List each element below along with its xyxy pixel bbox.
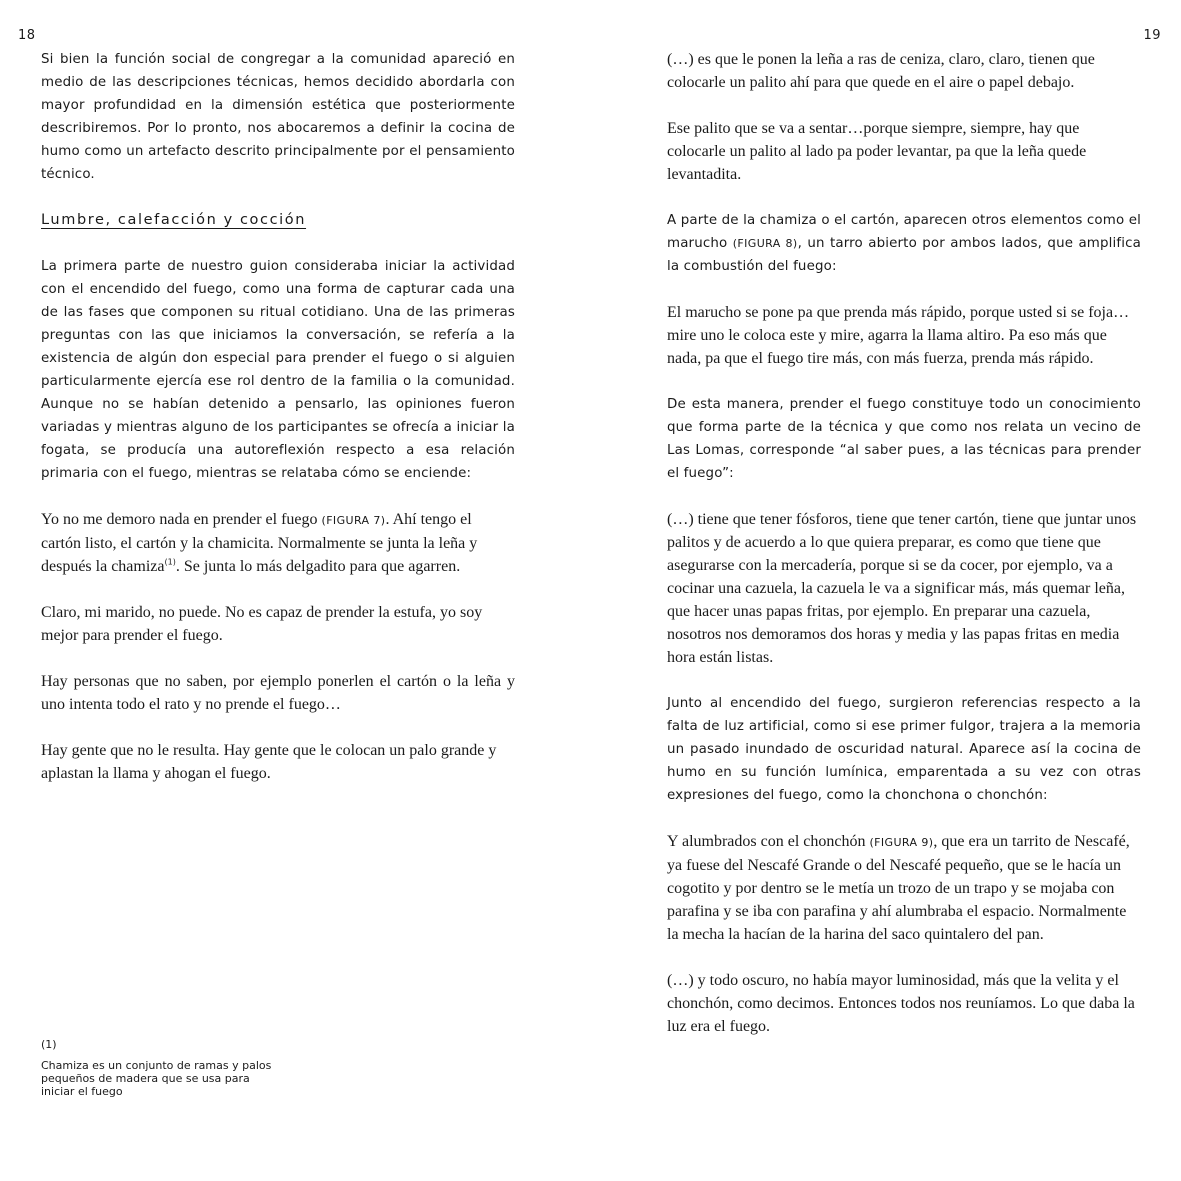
interview-quote: Claro, mi marido, no puede. No es capaz de prender la estufa, yo soy mejor para prender el fuego.	[41, 604, 483, 644]
footnote-reference: (1)	[164, 557, 176, 567]
figure-reference: (FIGURA 9)	[869, 836, 934, 849]
footnote-marker: (1)	[41, 1038, 57, 1051]
interview-quote: Hay gente que no le resulta. Hay gente que le colocan un palo grande y aplastan la llama y ahogan el fuego.	[41, 742, 497, 782]
quote-text: . Ahí tengo el cartón listo, el cartón y la chamicita. Normalmente se junta la leña y después la chamiza	[41, 511, 478, 575]
body-paragraph: De esta manera, prender el fuego constituye todo un conocimiento que forma parte de la técnica y que como nos relata un vecino de Las Lomas, corresponde “al saber pues, a las técnicas para prender el fuego”:	[667, 397, 1141, 481]
interview-quote: (…) y todo oscuro, no había mayor luminosidad, más que la velita y el chonchón, como decimos. Entonces todos nos reuníamos. Lo que daba la luz era el fuego.	[667, 972, 1135, 1035]
interview-quote: (…) es que le ponen la leña a ras de ceniza, claro, claro, tienen que colocarle un palito ahí para que quede en el aire o papel debajo.	[667, 51, 1095, 91]
interview-quote: (…) tiene que tener fósforos, tiene que tener cartón, tiene que juntar unos palitos y de acuerdo a lo que quiera preparar, es como que tiene que asegurarse con la mercadería, porque si se da cocer, por ejemplo, va a cocinar una cazuela, la cazuela le va a significar más, más quemar leña, que hacer unas papas fritas, por ejemplo. En preparar una cazuela, nosotros nos demoramos dos horas y media y las papas fritas en media hora están listas.	[667, 511, 1137, 666]
page-number-right: 19	[1143, 28, 1161, 43]
interview-quote: Ese palito que se va a sentar…porque siempre, siempre, hay que colocarle un palito al lado pa poder levantar, pa que la leña quede levantadita.	[667, 120, 1087, 183]
body-paragraph: La primera parte de nuestro guion consideraba iniciar la actividad con el encendido del fuego, como una forma de capturar cada una de las fases que componen su ritual cotidiano. Una de las primeras preguntas con las que iniciamos la conversación, se refería a la existencia de algún don especial para prender el fuego o si alguien particularmente ejercía ese rol dentro de la familia o la comunidad. Aunque no se habían detenido a pensarlo, las opiniones fueron variadas y mientras alguno de los participantes se ofrecía a iniciar la fogata, se producía una autoreflexión respecto a esa relación primaria con el fuego, mientras se relataba cómo se enciende:	[41, 259, 515, 481]
quote-text: Yo no me demoro nada en prender el fuego	[41, 511, 322, 528]
body-text: , un tarro abierto por ambos lados, que amplifica la combustión del fuego:	[667, 236, 1141, 274]
section-heading: Lumbre, calefacción y cocción	[41, 212, 307, 228]
interview-quote	[667, 830, 1141, 946]
right-page-column	[667, 48, 1141, 1061]
figure-reference: (FIGURA 7)	[321, 514, 386, 527]
quote-text: , que era un tarrito de Nescafé, ya fuese del Nescafé Grande o del Nescafé pequeño, que se le hacía un cogotito y por dentro se le metía un trozo de un trapo y se mojaba con parafina y se iba con parafina y ahí alumbraba el espacio. Normalmente la mecha la hacían de la harina del saco quintalero del pan.	[667, 833, 1130, 943]
quote-text: Y alumbrados con el chonchón	[667, 833, 870, 850]
interview-quote: Hay personas que no saben, por ejemplo ponerlen el cartón o la leña y uno intenta todo el rato y no prende el fuego…	[41, 673, 515, 713]
body-paragraph	[667, 209, 1141, 278]
interview-quote	[41, 508, 515, 578]
intro-paragraph: Si bien la función social de congregar a la comunidad apareció en medio de las descripciones técnicas, hemos decidido abordarla con mayor profundidad en la dimensión estética que posteriormente describiremos. Por lo pronto, nos abocaremos a definir la cocina de humo como un artefacto descrito principalmente por el pensamiento técnico.	[41, 52, 515, 182]
figure-reference: (FIGURA 8)	[732, 237, 798, 250]
page-number-left: 18	[18, 28, 36, 43]
interview-quote: El marucho se pone pa que prenda más rápido, porque usted si se foja…mire uno le coloca este y mire, agarra la llama altiro. Pa eso más que nada, pa que el fuego tire más, con más fuerza, prenda más rápido.	[667, 304, 1130, 367]
footnote	[41, 1038, 273, 1098]
quote-text: . Se junta lo más delgadito para que agarren.	[175, 558, 461, 575]
left-page-column	[41, 48, 515, 808]
footnote-text: Chamiza es un conjunto de ramas y palos pequeños de madera que se usa para iniciar el fuego	[41, 1059, 272, 1098]
body-paragraph: Junto al encendido del fuego, surgieron referencias respecto a la falta de luz artificial, como si ese primer fulgor, trajera a la memoria un pasado inundado de oscuridad natural. Aparece así la cocina de humo en su función lumínica, emparentada a su vez con otras expresiones del fuego, como la chonchona o chonchón:	[667, 696, 1141, 803]
body-text: A parte de la chamiza o el cartón, aparecen otros elementos como el marucho	[667, 213, 1141, 251]
